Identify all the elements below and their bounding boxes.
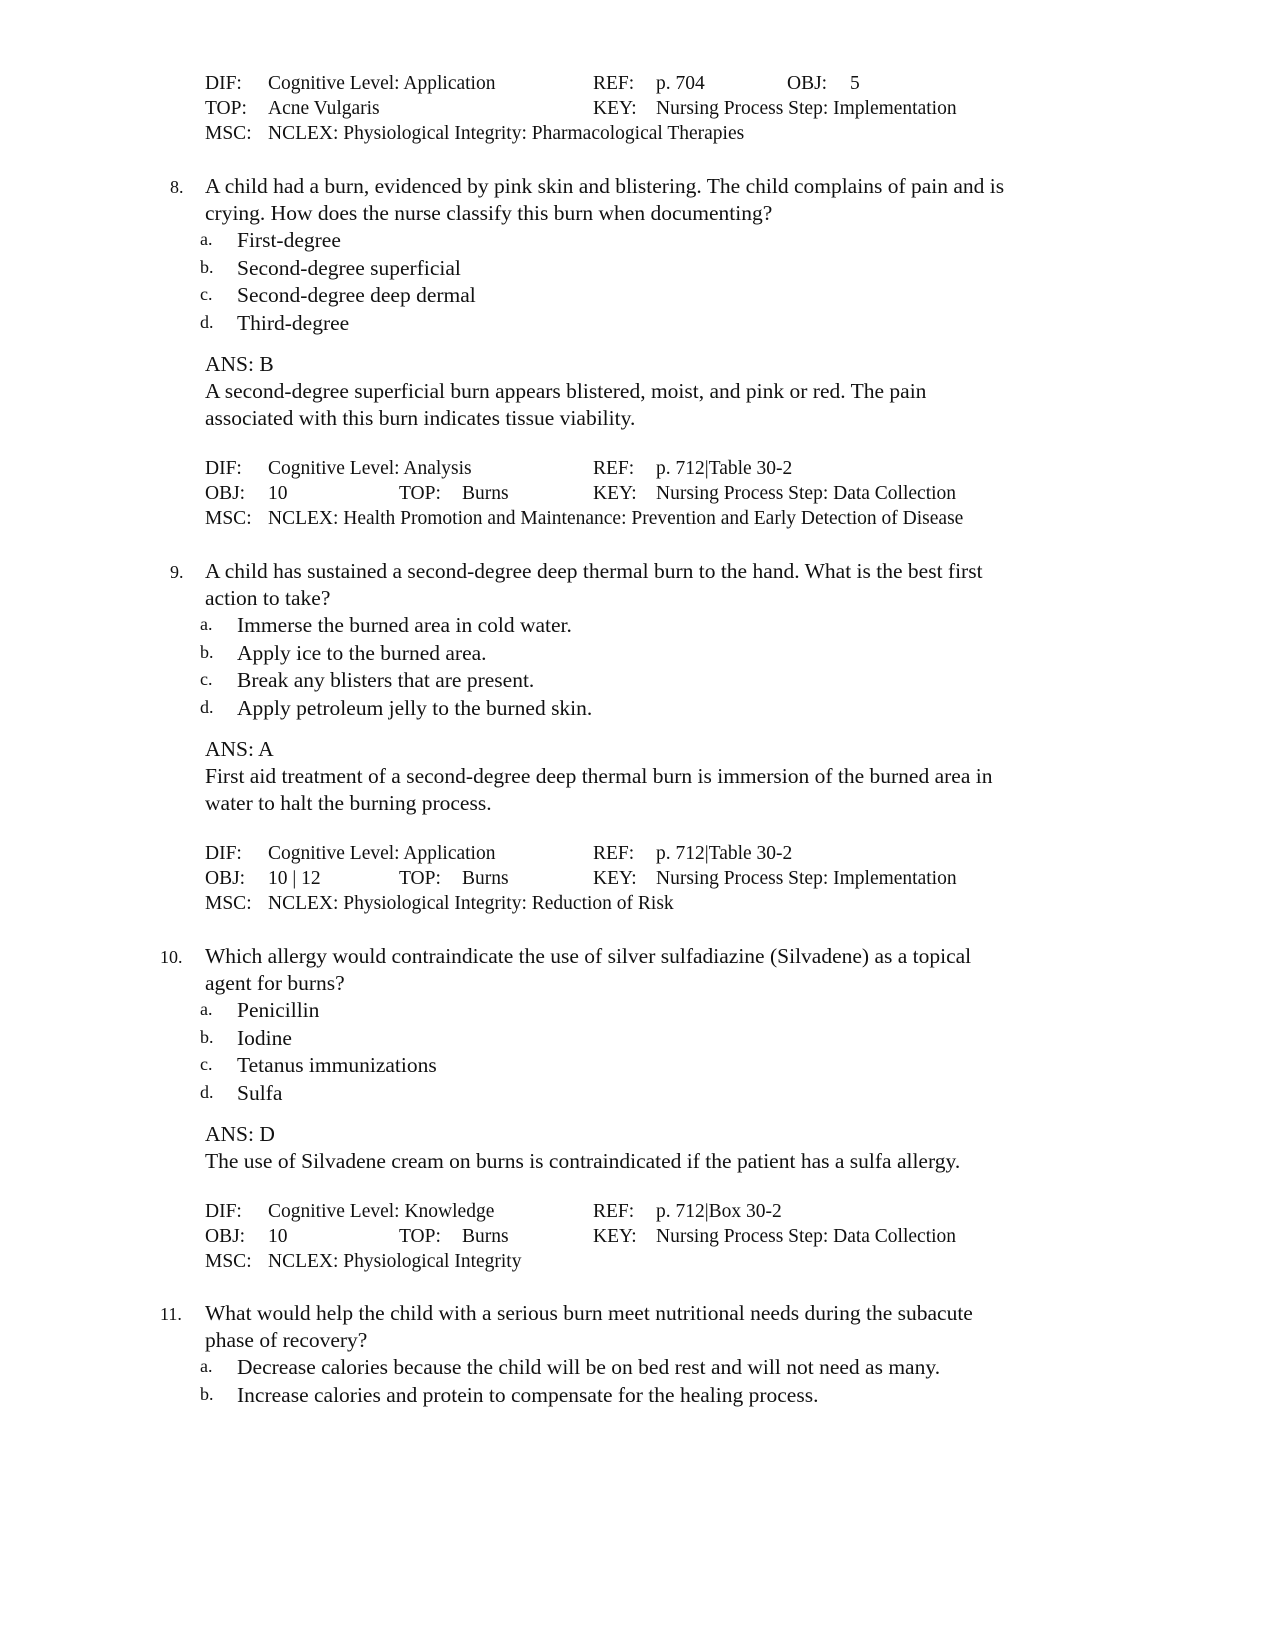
meta-value: p. 712|Box 30-2 (656, 1200, 782, 1222)
question-stem: crying. How does the nurse classify this burn when documenting? (205, 201, 773, 225)
meta-label: KEY: (593, 867, 637, 889)
meta-value: Burns (462, 867, 509, 889)
meta-label: DIF: (205, 457, 242, 479)
option-letter: c. (200, 284, 213, 304)
meta-value: 5 (850, 73, 860, 94)
meta-label: OBJ: (205, 482, 246, 504)
meta-label: MSC: (205, 123, 252, 144)
meta-value: Burns (462, 1225, 509, 1247)
option-letter: a. (200, 614, 213, 634)
option-text: Tetanus immunizations (237, 1053, 437, 1077)
meta-value: Nursing Process Step: Data Collection (656, 482, 957, 504)
meta-label: KEY: (593, 482, 637, 504)
meta-value: p. 704 (656, 73, 705, 94)
option-letter: c. (200, 669, 213, 689)
option-text: First-degree (237, 228, 341, 252)
option-text: Iodine (237, 1025, 292, 1050)
meta-label: REF: (593, 73, 635, 94)
option-text: Sulfa (237, 1080, 283, 1105)
question-stem: agent for burns? (205, 971, 345, 995)
meta-value: NCLEX: Health Promotion and Maintenance: Prevention and Early Detection of Disease (268, 507, 964, 529)
question-number: 9. (170, 562, 184, 582)
meta-value: NCLEX: Physiological Integrity (268, 1250, 522, 1272)
question-number: 11. (160, 1304, 182, 1324)
option-letter: d. (200, 696, 214, 717)
rationale-text: water to halt the burning process. (205, 790, 492, 815)
option-text: Apply petroleum jelly to the burned skin. (237, 695, 593, 720)
option-letter: b. (200, 1026, 214, 1047)
meta-value: p. 712|Table 30-2 (656, 457, 793, 479)
answer-key: ANS: D (205, 1121, 275, 1146)
option-text: Decrease calories because the child will be on bed rest and will not need as many. (237, 1355, 941, 1379)
meta-label: TOP: (399, 1225, 441, 1247)
meta-label: TOP: (205, 98, 247, 119)
meta-label: REF: (593, 1200, 635, 1222)
meta-label: OBJ: (205, 1225, 246, 1247)
question-stem: What would help the child with a serious burn meet nutritional needs during the subacute (205, 1301, 973, 1325)
option-text: Break any blisters that are present. (237, 668, 535, 692)
rationale-text: The use of Silvadene cream on burns is contraindicated if the patient has a sulfa allergy. (205, 1148, 961, 1173)
meta-label: MSC: (205, 1250, 252, 1272)
meta-value: Nursing Process Step: Implementation (656, 98, 957, 119)
meta-label: TOP: (399, 867, 441, 889)
meta-label: REF: (593, 842, 635, 864)
meta-label: DIF: (205, 1200, 242, 1222)
meta-label: DIF: (205, 842, 242, 864)
option-text: Third-degree (237, 310, 350, 335)
question-stem: phase of recovery? (205, 1328, 368, 1352)
meta-label: TOP: (399, 482, 441, 504)
question-number: 10. (160, 947, 183, 967)
meta-label: KEY: (593, 98, 637, 119)
meta-value: 10 (268, 1225, 288, 1247)
option-letter: d. (200, 1081, 214, 1102)
meta-value: Cognitive Level: Application (268, 842, 496, 864)
meta-value: Burns (462, 482, 509, 504)
question-stem: Which allergy would contraindicate the use of silver sulfadiazine (Silvadene) as a topical (205, 944, 972, 968)
option-letter: b. (200, 256, 214, 277)
meta-value: 10 | 12 (268, 867, 321, 889)
option-letter: b. (200, 1383, 214, 1404)
question-stem: action to take? (205, 586, 331, 610)
meta-label: DIF: (205, 73, 242, 94)
option-text: Penicillin (237, 998, 320, 1022)
option-text: Immerse the burned area in cold water. (237, 613, 572, 637)
meta-label: REF: (593, 457, 635, 479)
option-letter: b. (200, 641, 214, 662)
option-letter: c. (200, 1054, 213, 1074)
meta-value: NCLEX: Physiological Integrity: Reduction of Risk (268, 892, 674, 914)
meta-value: Nursing Process Step: Implementation (656, 867, 957, 889)
option-text: Second-degree deep dermal (237, 283, 476, 307)
question-number: 8. (170, 177, 184, 197)
meta-value: Cognitive Level: Application (268, 73, 496, 94)
meta-value: NCLEX: Physiological Integrity: Pharmacological Therapies (268, 123, 745, 144)
option-letter: a. (200, 1356, 213, 1376)
rationale-text: First aid treatment of a second-degree deep thermal burn is immersion of the burned area in (205, 763, 993, 788)
meta-label: MSC: (205, 507, 252, 529)
option-letter: a. (200, 999, 213, 1019)
meta-value: Cognitive Level: Knowledge (268, 1200, 495, 1222)
rationale-text: A second-degree superficial burn appears blistered, moist, and pink or red. The pain (205, 378, 927, 403)
option-text: Second-degree superficial (237, 255, 461, 280)
meta-value: Acne Vulgaris (268, 98, 380, 119)
meta-value: Cognitive Level: Analysis (268, 457, 472, 479)
meta-label: OBJ: (787, 73, 828, 94)
meta-value: p. 712|Table 30-2 (656, 842, 793, 864)
option-letter: d. (200, 311, 214, 332)
meta-label: OBJ: (205, 867, 246, 889)
meta-value: 10 (268, 482, 288, 504)
rationale-text: associated with this burn indicates tissue viability. (205, 405, 636, 430)
answer-key: ANS: A (205, 736, 274, 761)
answer-key: ANS: B (205, 351, 274, 376)
question-stem: A child has sustained a second-degree deep thermal burn to the hand. What is the best first (205, 559, 983, 583)
question-stem: A child had a burn, evidenced by pink skin and blistering. The child complains of pain and is (205, 174, 1005, 198)
option-text: Increase calories and protein to compensate for the healing process. (237, 1382, 819, 1407)
meta-label: MSC: (205, 892, 252, 914)
option-text: Apply ice to the burned area. (237, 640, 487, 665)
option-letter: a. (200, 229, 213, 249)
meta-label: KEY: (593, 1225, 637, 1247)
meta-value: Nursing Process Step: Data Collection (656, 1225, 957, 1247)
